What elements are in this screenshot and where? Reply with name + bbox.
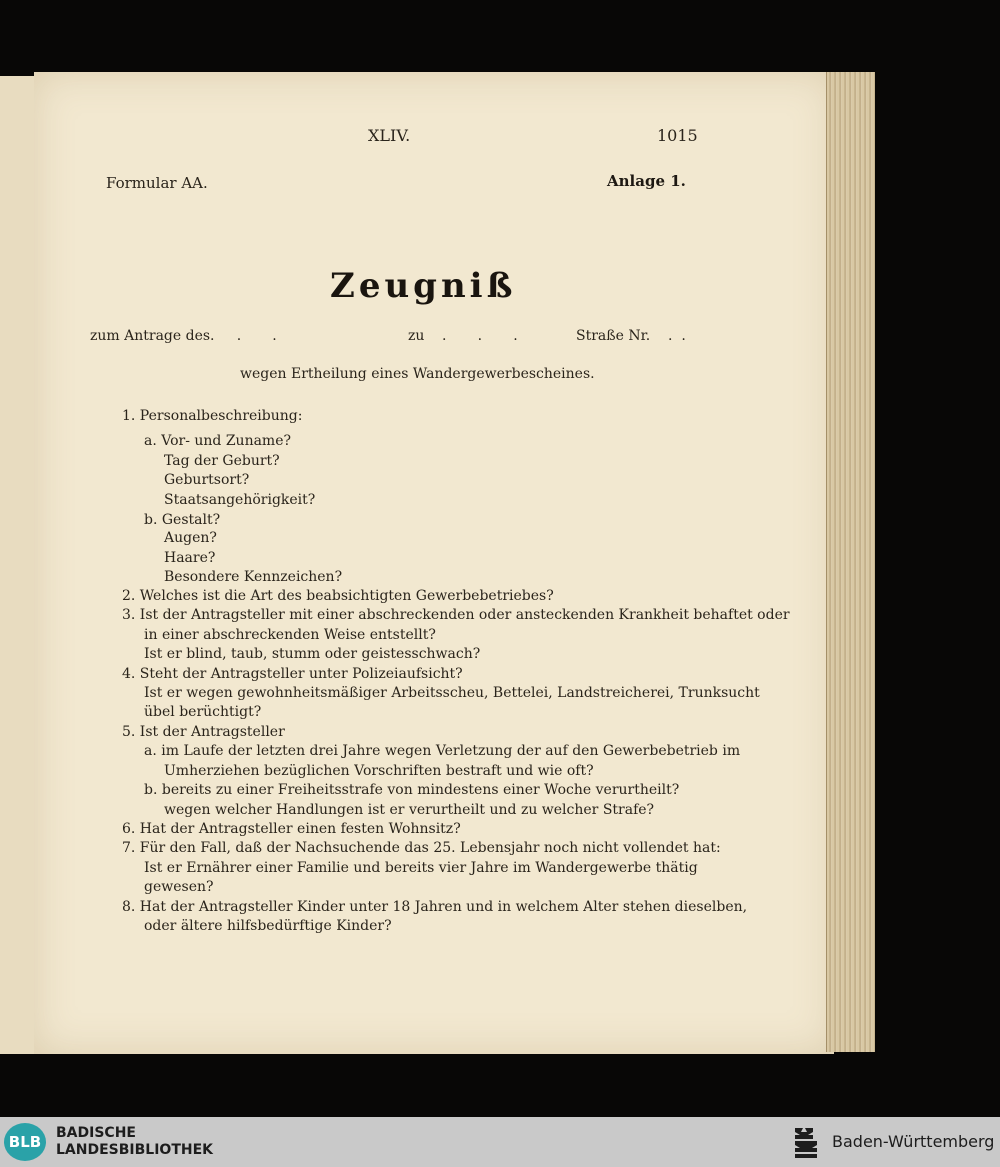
question-item: b. bereits zu einer Freiheitsstrafe von mindestens einer Woche verurtheilt? <box>144 782 680 798</box>
question-item: 7. Für den Fall, daß der Nachsuchende das 25. Lebensjahr noch nicht vollendet hat: <box>122 840 721 856</box>
question-item: Ist er blind, taub, stumm oder geistesschwach? <box>144 646 481 662</box>
question-item: Haare? <box>164 550 216 566</box>
question-item: a. Vor- und Zuname? <box>144 433 291 449</box>
dot-leader: . . . <box>442 328 518 344</box>
question-item: 2. Welches ist die Art des beabsichtigten Gewerbebetriebes? <box>122 588 554 604</box>
application-prefix: zum Antrage des <box>90 328 211 344</box>
document-title: Zeugniß <box>330 266 517 306</box>
question-item: Umherziehen bezüglichen Vorschriften bestraft und wie oft? <box>164 763 594 779</box>
application-street: Straße Nr. <box>576 328 651 344</box>
question-item: Augen? <box>164 530 217 546</box>
state-coat-of-arms-icon <box>792 1124 820 1160</box>
question-item: in einer abschreckenden Weise entstellt? <box>144 627 436 643</box>
question-item: Ist er Ernährer einer Familie und bereits vier Jahre im Wandergewerbe thätig <box>144 860 698 876</box>
question-item: 6. Hat der Antragsteller einen festen Wohnsitz? <box>122 821 461 837</box>
question-item: oder ältere hilfsbedürftige Kinder? <box>144 918 392 934</box>
question-item: gewesen? <box>144 879 214 895</box>
dot-leader: . . . <box>210 328 277 344</box>
question-item: 4. Steht der Antragsteller unter Polizeiaufsicht? <box>122 666 463 682</box>
page-stack-edge <box>826 72 875 1052</box>
question-item: wegen welcher Handlungen ist er verurtheilt und zu welcher Strafe? <box>164 802 655 818</box>
question-item: Staatsangehörigkeit? <box>164 492 316 508</box>
question-item: Besondere Kennzeichen? <box>164 569 343 585</box>
question-item: 5. Ist der Antragsteller <box>122 724 285 740</box>
appendix-label: Anlage 1. <box>607 172 686 190</box>
question-item: a. im Laufe der letzten drei Jahre wegen Verletzung der auf den Gewerbebetrieb im <box>144 743 741 759</box>
application-zu: zu <box>408 328 425 344</box>
question-item: 3. Ist der Antragsteller mit einer abschreckenden oder ansteckenden Krankheit behaftet oder <box>122 607 790 623</box>
question-item: Ist er wegen gewohnheitsmäßiger Arbeitsscheu, Bettelei, Landstreicherei, Trunksucht <box>144 685 760 701</box>
library-name-line1: BADISCHE <box>56 1125 136 1141</box>
library-name-line2: LANDESBIBLIOTHEK <box>56 1142 214 1158</box>
purpose-line: wegen Ertheilung eines Wandergewerbescheines. <box>240 366 595 382</box>
question-item: b. Gestalt? <box>144 512 221 528</box>
question-item: 8. Hat der Antragsteller Kinder unter 18 Jahren und in welchem Alter stehen dieselben, <box>122 899 748 915</box>
question-item: Tag der Geburt? <box>164 453 280 469</box>
blb-logo-icon[interactable]: BLB <box>4 1123 46 1161</box>
question-item: 1. Personalbeschreibung: <box>122 408 303 424</box>
question-item: Geburtsort? <box>164 472 250 488</box>
footer-branding-bar <box>0 1117 1000 1167</box>
dot-leader: . . <box>668 328 686 344</box>
page-number: 1015 <box>657 126 698 145</box>
question-item: übel berüchtigt? <box>144 704 262 720</box>
form-label: Formular AA. <box>106 174 208 192</box>
chapter-number: XLIV. <box>368 126 411 145</box>
state-name[interactable]: Baden-Württemberg <box>832 1132 995 1151</box>
library-name[interactable] <box>56 1125 213 1159</box>
